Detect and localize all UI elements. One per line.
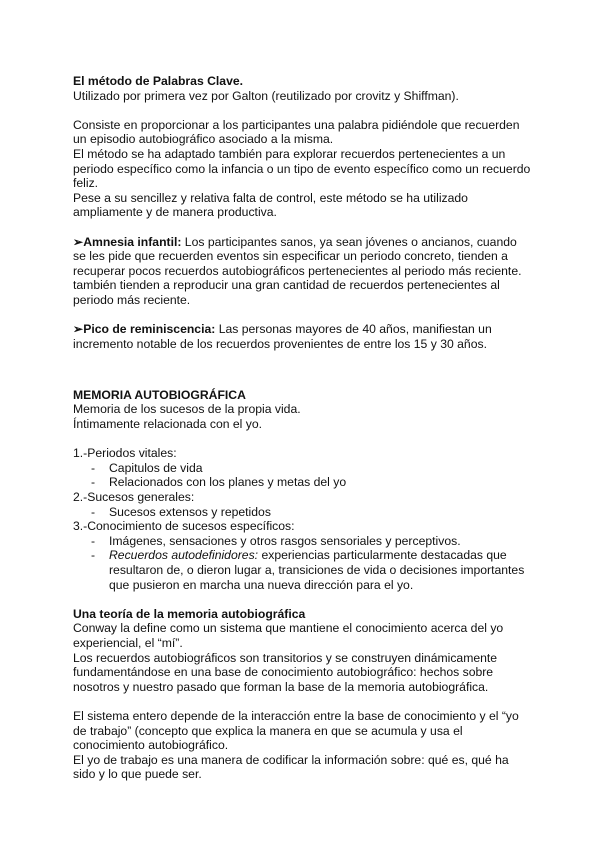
arrow-bullet-icon: ➢ <box>73 234 84 249</box>
amnesia-text-continued: también tienden a reproducir una gran cantidad de recuerdos pertenecientes al periodo más reciente. <box>73 278 500 307</box>
recuerdos-text: experiencias particularmente destacadas que resultaron de, o dieron lugar a, transiciones de vida o decisiones importantes que pusieron en marcha una nueva dirección para el yo. <box>109 548 525 592</box>
list-2 <box>73 505 533 520</box>
paragraph-2: El método se ha adaptado también para explorar recuerdos pertenecientes a un periodo específico como la infancia o un tipo de evento específico como un recuerdo feliz. <box>73 146 531 191</box>
section-title-memoria: MEMORIA AUTOBIOGRÁFICA <box>73 387 246 402</box>
amnesia-text: Los participantes sanos, ya sean jóvenes o ancianos, cuando se les pide que recuerden eventos sin especificar un periodo concreto, tienden a recuperar pocos recuerdos autobiográficos pertenecientes al periodo más reciente. <box>73 234 522 278</box>
list-item <box>73 548 533 592</box>
amnesia-label: Amnesia infantil: <box>83 234 182 249</box>
list-1 <box>73 461 533 490</box>
list-item: - Sucesos extensos y repetidos <box>73 505 533 520</box>
list-item: - Capitulos de vida <box>73 461 533 476</box>
recuerdos-label: Recuerdos autodefinidores: <box>109 548 259 563</box>
list-3-title: 3.-Conocimiento de sucesos específicos: <box>73 519 295 534</box>
teoria-paragraph-1: Conway la define como un sistema que mantiene el conocimiento acerca del yo experiencial, el “mí”. <box>73 621 504 650</box>
pico-label: Pico de reminiscencia: <box>83 322 216 337</box>
paragraph-3: Pese a su sencillez y relativa falta de control, este método se ha utilizado ampliamente y de manera productiva. <box>73 190 468 220</box>
section-title-palabras-clave: El método de Palabras Clave. <box>73 74 244 88</box>
paragraph-1: Consiste en proporcionar a los participantes una palabra pidiéndole que recuerden un episodio autobiográfico asociado a la misma. <box>73 117 520 147</box>
list-1-title: 1.-Periodos vitales: <box>73 446 177 461</box>
document-body <box>73 74 533 782</box>
memoria-line-1: Memoria de los sucesos de la propia vida. <box>73 402 301 417</box>
pico-text: Las personas mayores de 40 años, manifiestan un incremento notable de los recuerdos provenientes de entre los 15 y 30 años. <box>73 322 492 351</box>
teoria-paragraph-2: Los recuerdos autobiográficos son transitorios y se construyen dinámicamente fundamentándose en una base de conocimiento autobiográfico: hechos sobre nosotros y nuestro pasado que forman la base de la memoria autobiográfica. <box>73 650 498 694</box>
section-subtitle: Utilizado por primera vez por Galton (reutilizado por crovitz y Shiffman). <box>73 88 459 103</box>
list-2-title: 2.-Sucesos generales: <box>73 490 195 505</box>
teoria-paragraph-4: El yo de trabajo es una manera de codificar la información sobre: qué es, qué ha sido y lo que puede ser. <box>73 752 509 782</box>
amnesia-infantil-paragraph <box>73 235 533 279</box>
arrow-bullet-icon: ➢ <box>73 322 84 337</box>
teoria-paragraph-3: El sistema entero depende de la interacción entre la base de conocimiento y el “yo de trabajo” (concepto que explica la manera en que se acumula y usa el conocimiento autobiográfico. <box>73 708 519 753</box>
section-title-teoria: Una teoría de la memoria autobiográfica <box>73 606 306 621</box>
list-item: - Relacionados con los planes y metas del yo <box>73 475 533 490</box>
pico-reminiscencia-paragraph <box>73 322 533 351</box>
list-item: - Imágenes, sensaciones y otros rasgos sensoriales y perceptivos. <box>73 534 533 549</box>
memoria-line-2: Íntimamente relacionada con el yo. <box>73 417 263 432</box>
list-3 <box>73 534 533 592</box>
